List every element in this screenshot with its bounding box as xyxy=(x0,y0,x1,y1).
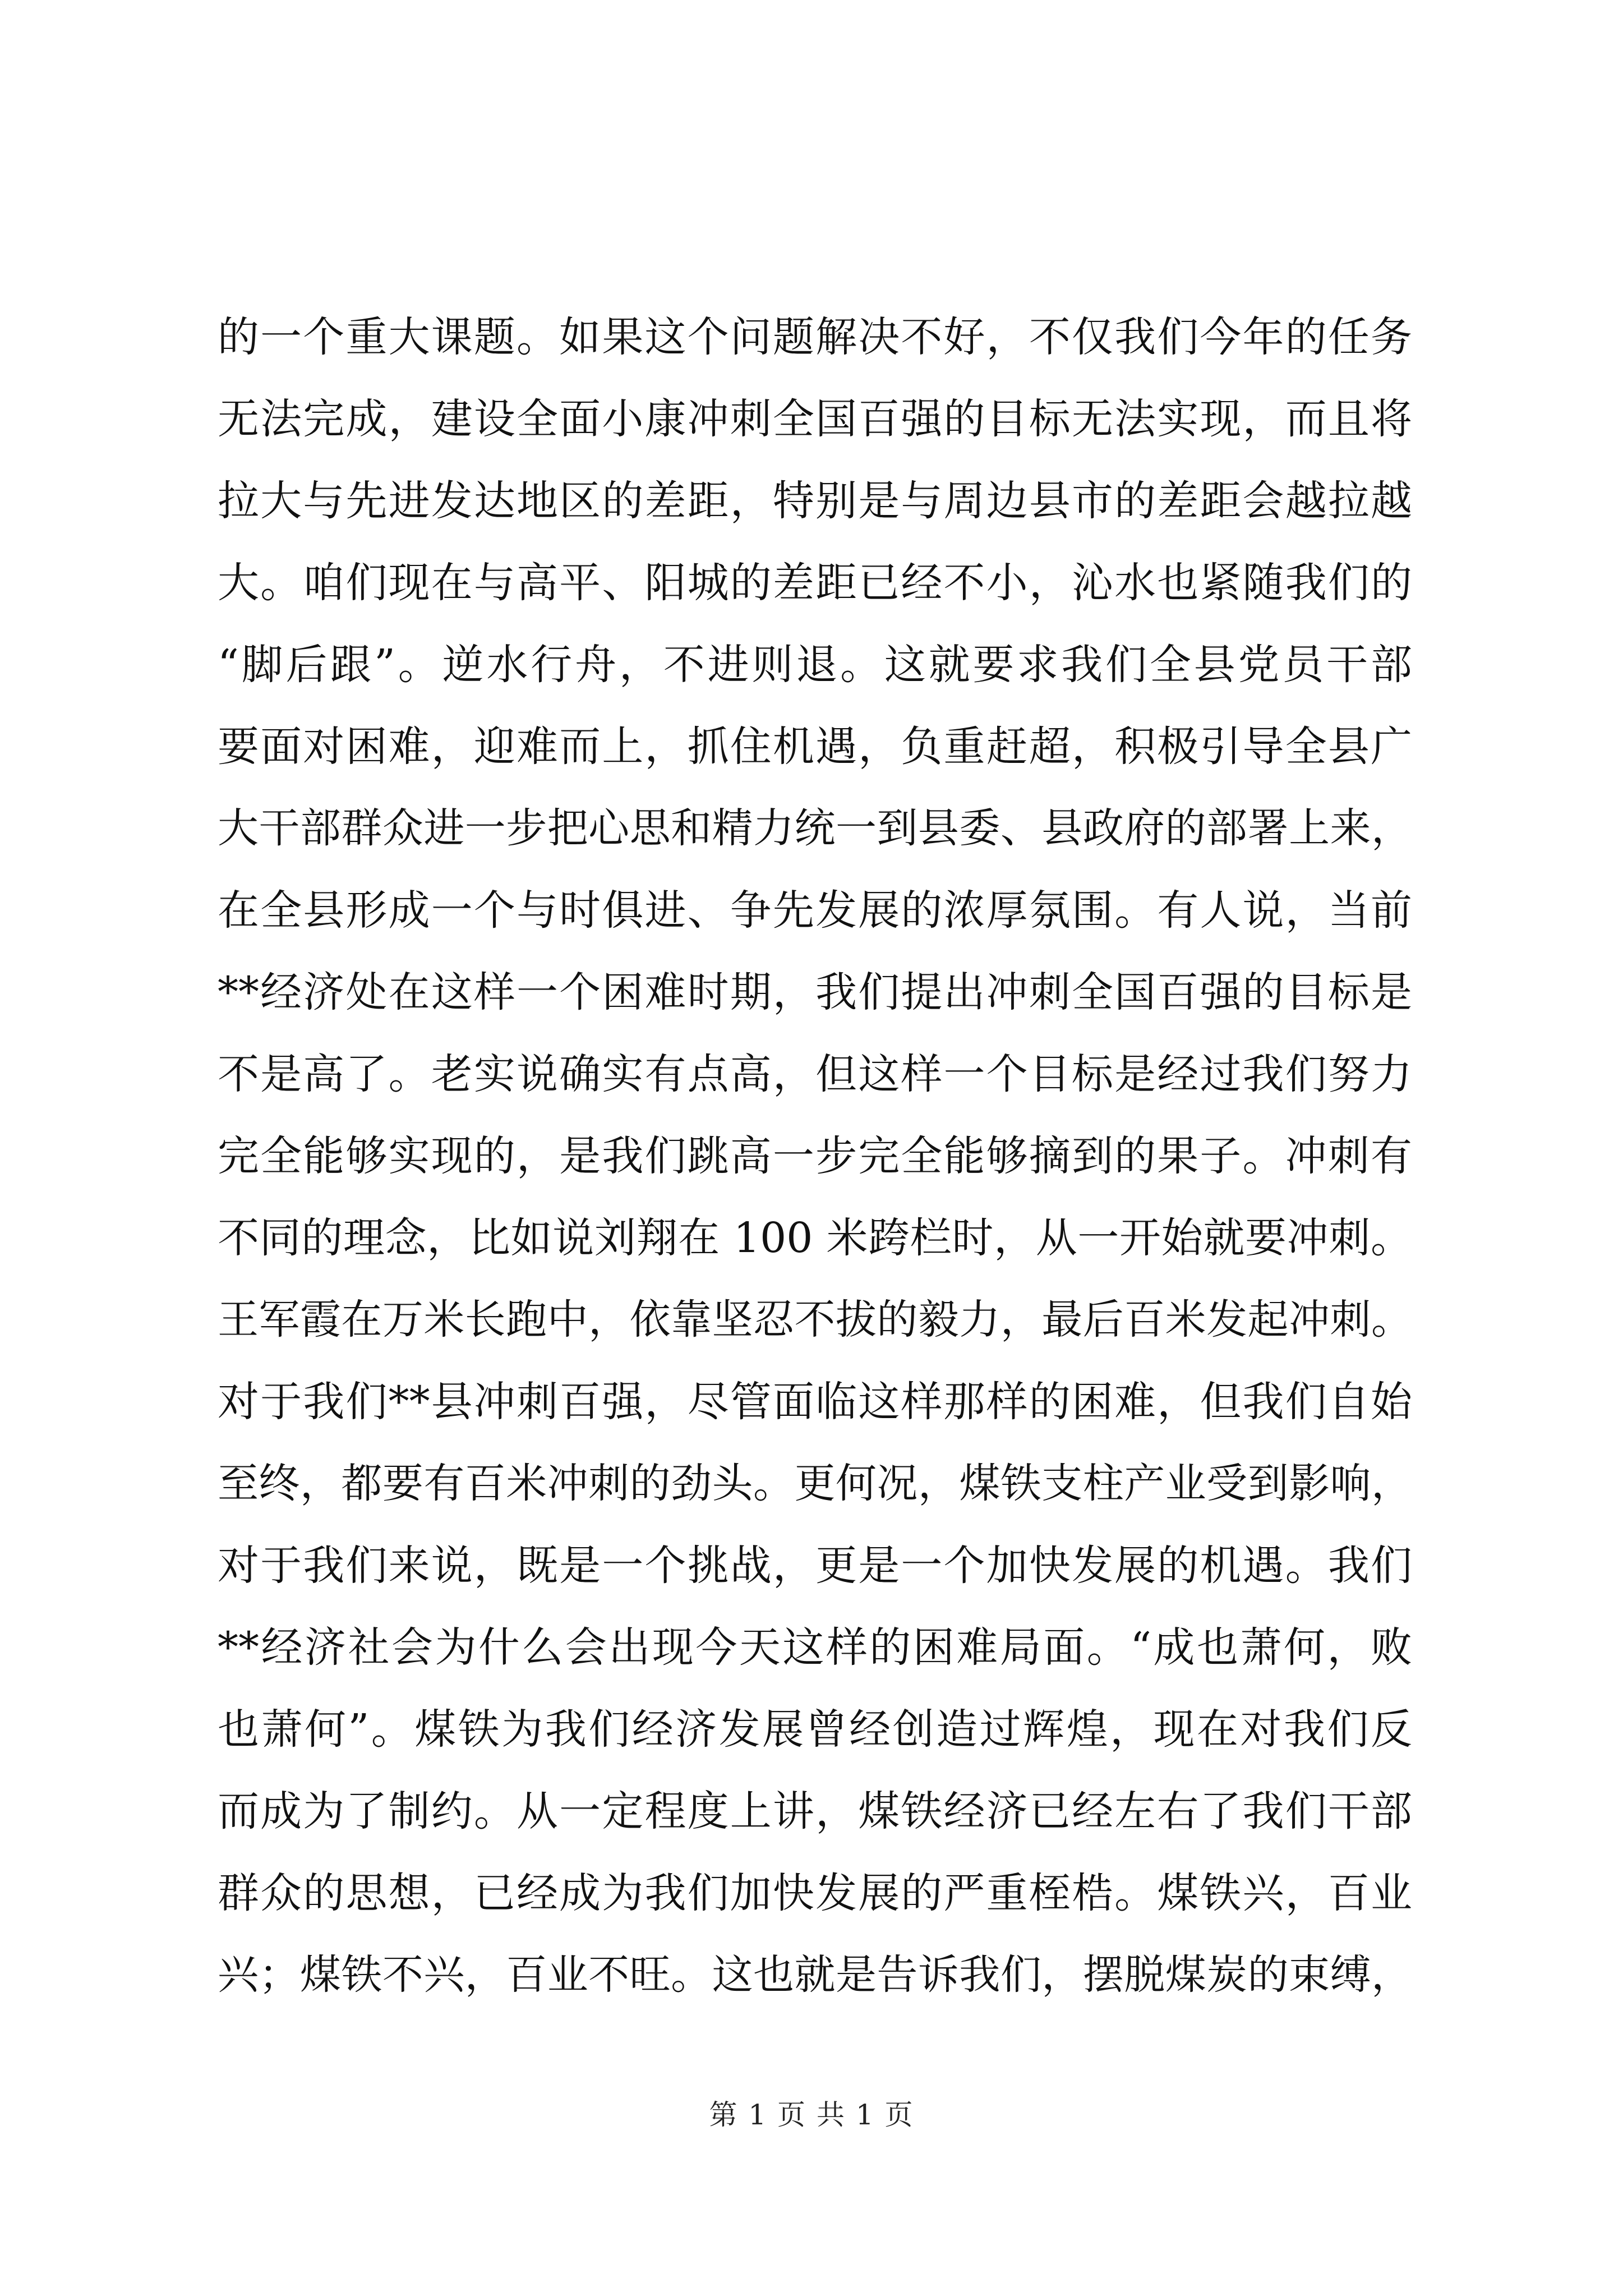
text-line-12: 不同的理念，比如说刘翔在 100 米跨栏时，从一开始就要冲刺。 xyxy=(218,1214,1412,1262)
text-line-21: 兴；煤铁不兴，百业不旺。这也就是告诉我们，摆脱煤炭的束缚， xyxy=(218,1951,1412,1999)
text-line-17: **经济社会为什么会出现今天这样的困难局面。“成也萧何，败 xyxy=(218,1623,1412,1672)
text-line-13: 王军霞在万米长跑中，依靠坚忍不拔的毅力，最后百米发起冲刺。 xyxy=(218,1296,1412,1343)
text-line-18: 也萧何”。煤铁为我们经济发展曾经创造过辉煌，现在对我们反 xyxy=(218,1705,1412,1754)
text-line-5: “脚后跟”。逆水行舟，不进则退。这就要求我们全县党员干部 xyxy=(218,641,1412,689)
text-line-1: 的一个重大课题。如果这个问题解决不好，不仅我们今年的任务 xyxy=(218,313,1412,361)
text-line-4: 大。咱们现在与高平、阳城的差距已经不小，沁水也紧随我们的 xyxy=(218,559,1412,607)
body-text xyxy=(218,296,1412,2016)
text-line-16: 对于我们来说，既是一个挑战，更是一个加快发展的机遇。我们 xyxy=(218,1542,1412,1590)
text-line-2: 无法完成，建设全面小康冲刺全国百强的目标无法实现，而且将 xyxy=(218,395,1412,443)
text-line-15: 至终，都要有百米冲刺的劲头。更何况，煤铁支柱产业受到影响， xyxy=(218,1460,1412,1507)
text-line-8: 在全县形成一个与时俱进、争先发展的浓厚氛围。有人说，当前 xyxy=(218,886,1412,935)
text-line-6: 要面对困难，迎难而上，抓住机遇，负重赶超，积极引导全县广 xyxy=(218,723,1412,771)
text-line-10: 不是高了。老实说确实有点高，但这样一个目标是经过我们努力 xyxy=(218,1050,1412,1098)
page-footer: 第 1 页 共 1 页 xyxy=(709,2099,914,2131)
text-line-3: 拉大与先进发达地区的差距，特别是与周边县市的差距会越拉越 xyxy=(218,477,1412,525)
text-line-11: 完全能够实现的，是我们跳高一步完全能够摘到的果子。冲刺有 xyxy=(218,1132,1412,1180)
text-line-20: 群众的思想，已经成为我们加快发展的严重桎梏。煤铁兴，百业 xyxy=(218,1869,1412,1917)
text-line-9: **经济处在这样一个困难时期，我们提出冲刺全国百强的目标是 xyxy=(218,968,1412,1016)
text-line-14: 对于我们**县冲刺百强，尽管面临这样那样的困难，但我们自始 xyxy=(218,1378,1412,1426)
text-line-7: 大干部群众进一步把心思和精力统一到县委、县政府的部署上来， xyxy=(218,804,1412,852)
text-line-19: 而成为了制约。从一定程度上讲，煤铁经济已经左右了我们干部 xyxy=(218,1787,1412,1835)
